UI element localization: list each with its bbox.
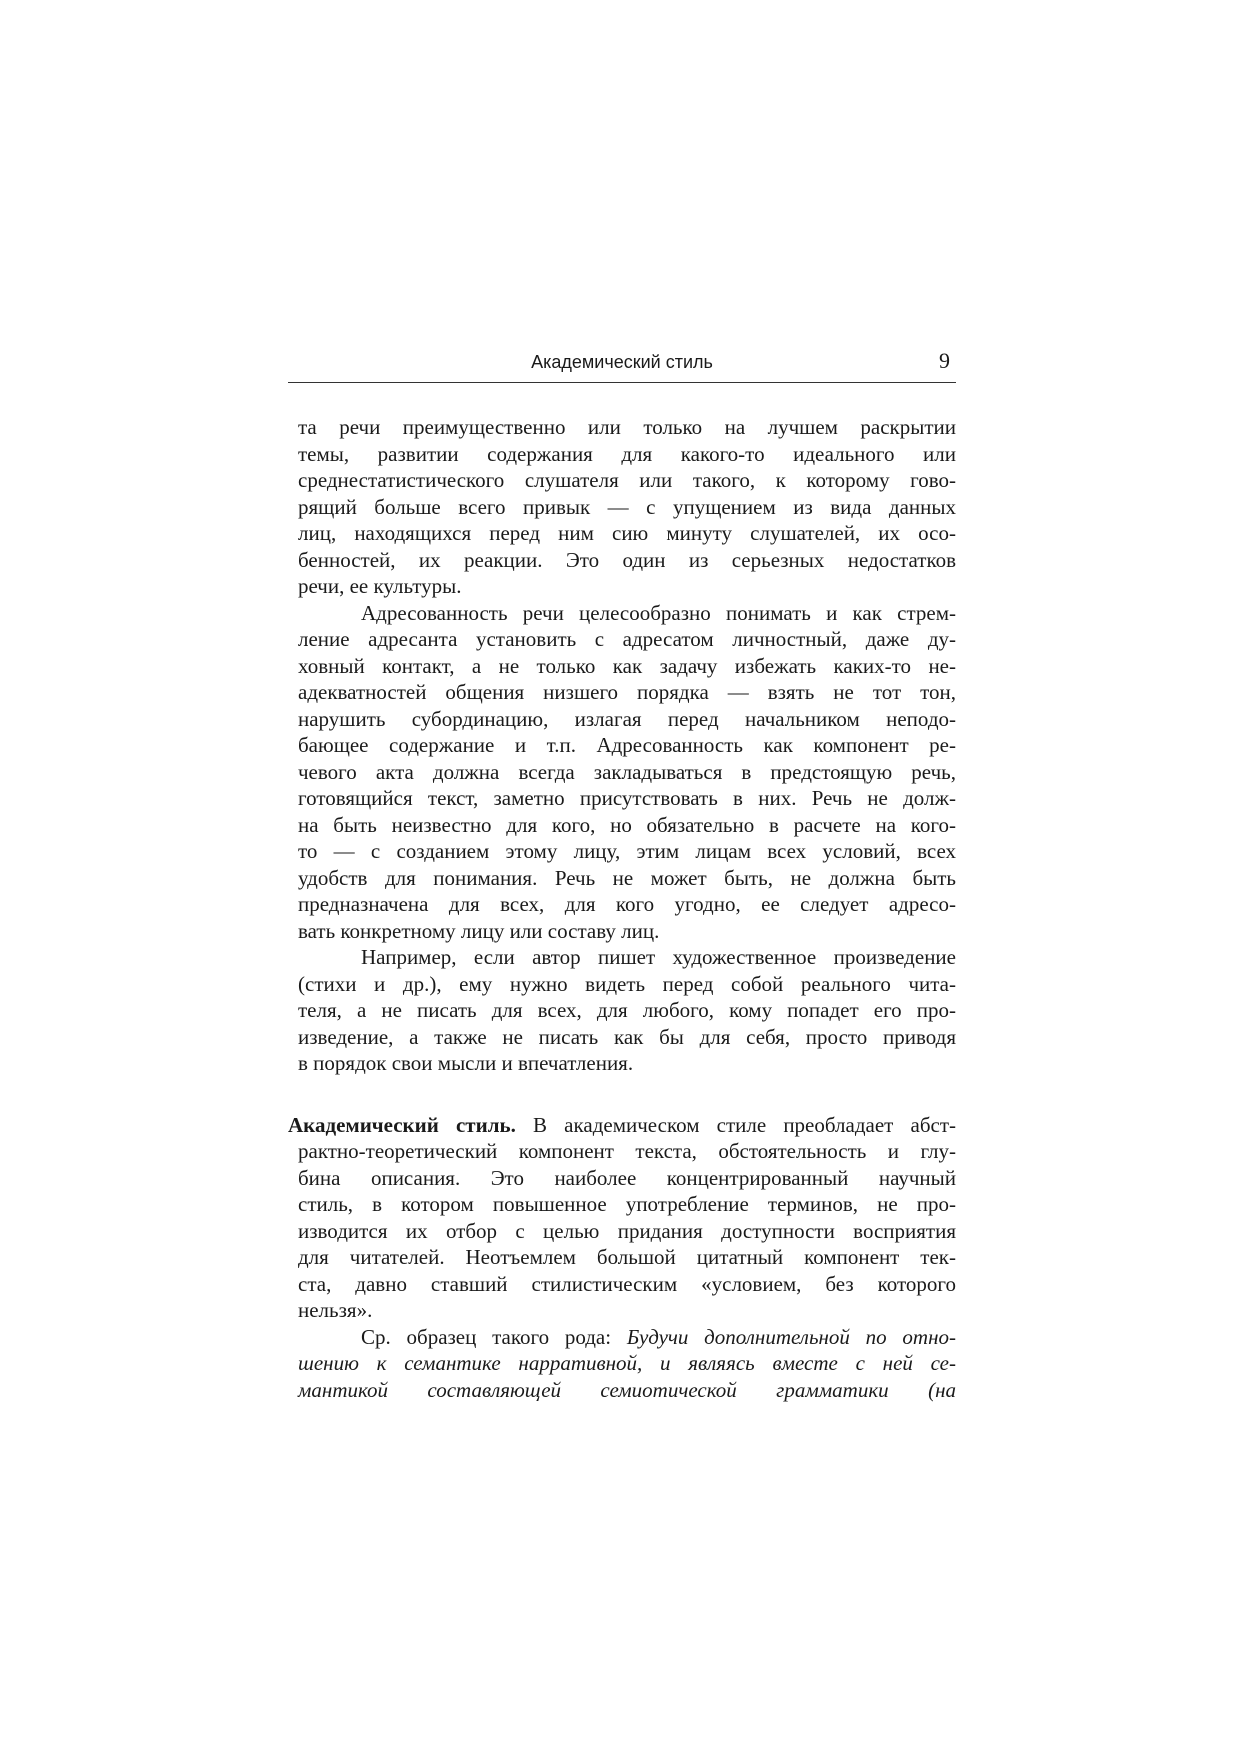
text-line: бина описания. Это наиболее концентрированный научный xyxy=(298,1165,956,1190)
text-line: бенностей, их реакции. Это один из серьезных недостатков xyxy=(298,547,956,572)
text-line: изводится их отбор с целью придания доступности восприятия xyxy=(298,1218,956,1243)
text-line: речи, ее культуры. xyxy=(298,574,462,598)
text-line xyxy=(288,1324,956,1351)
text-line: на быть неизвестно для кого, но обязательно в расчете на кого- xyxy=(298,812,956,837)
paragraph-example xyxy=(288,1324,956,1404)
text-line: мантикой составляющей семиотической грамматики (на xyxy=(298,1377,956,1402)
text-line: лиц, находящихся перед ним сию минуту слушателей, их осо- xyxy=(298,521,956,545)
header-title: Академический стиль xyxy=(531,352,713,372)
text-line: ление адресанта установить с адресатом личностный, даже ду- xyxy=(298,627,956,651)
text-line: теля, а не писать для всех, для любого, кому попадет его про- xyxy=(298,998,956,1022)
text-line: рактно-теоретический компонент текста, обстоятельность и глу- xyxy=(298,1139,956,1163)
text-line: нельзя». xyxy=(298,1298,373,1322)
body-text xyxy=(288,414,956,1403)
text-line: Адресованность речи целесообразно понимать и как стрем- xyxy=(361,600,956,625)
text-line: адекватностей общения низшего порядка — взять не тот тон, xyxy=(298,680,956,704)
text-line: ста, давно ставший стилистическим «условием, без которого xyxy=(298,1271,956,1296)
text-line: вать конкретному лицу или составу лиц. xyxy=(298,918,660,943)
page-number: 9 xyxy=(939,348,950,373)
text-line: нарушить субординацию, излагая перед начальником неподо- xyxy=(298,706,956,731)
paragraph-1 xyxy=(288,414,956,600)
text-line xyxy=(288,1112,956,1139)
text-line: в порядок свои мысли и впечатления. xyxy=(298,1051,634,1075)
text-line: среднестатистического слушателя или такого, к которому гово- xyxy=(298,468,956,492)
example-lead: Ср. образец такого рода: xyxy=(361,1324,612,1349)
text-line: удобств для понимания. Речь не может быть, не должна быть xyxy=(298,865,956,890)
paragraph-3 xyxy=(288,944,956,1077)
section-academic-style xyxy=(288,1112,956,1324)
text-line: шению к семантике нарративной, и являясь вместе с ней се- xyxy=(298,1351,956,1375)
text-line: рящий больше всего привык — с упущением из вида данных xyxy=(298,494,956,519)
text-line: ховный контакт, а не только как задачу избежать каких-то не- xyxy=(298,653,956,678)
paragraph-2 xyxy=(288,600,956,945)
running-header xyxy=(288,350,956,383)
text-line: то — с созданием этому лицу, этим лицам всех условий, всех xyxy=(298,839,956,863)
example-quote-start: Будучи дополнительной по отно- xyxy=(626,1324,956,1349)
text-line: чевого акта должна всегда закладываться в предстоящую речь, xyxy=(298,759,956,784)
text-line: стиль, в котором повышенное употребление терминов, не про- xyxy=(298,1192,956,1216)
text-line: та речи преимущественно или только на лучшем раскрытии xyxy=(298,415,956,439)
text-line: готовящийся текст, заметно присутствовать в них. Речь не долж- xyxy=(298,786,956,810)
section-first-line: В академическом стиле преобладает абст- xyxy=(533,1112,956,1137)
text-line: изведение, а также не писать как бы для себя, просто приводя xyxy=(298,1024,956,1049)
text-line: (стихи и др.), ему нужно видеть перед собой реального чита- xyxy=(298,971,956,996)
text-line: Например, если автор пишет художественное произведение xyxy=(361,945,956,969)
text-line: бающее содержание и т.п. Адресованность как компонент ре- xyxy=(298,733,956,757)
text-line: для читателей. Неотъемлем большой цитатный компонент тек- xyxy=(298,1245,956,1269)
text-line: темы, развитии содержания для какого-то идеального или xyxy=(298,441,956,466)
section-heading: Академический стиль. xyxy=(288,1112,516,1137)
text-line: предназначена для всех, для кого угодно, ее следует адресо- xyxy=(298,892,956,916)
